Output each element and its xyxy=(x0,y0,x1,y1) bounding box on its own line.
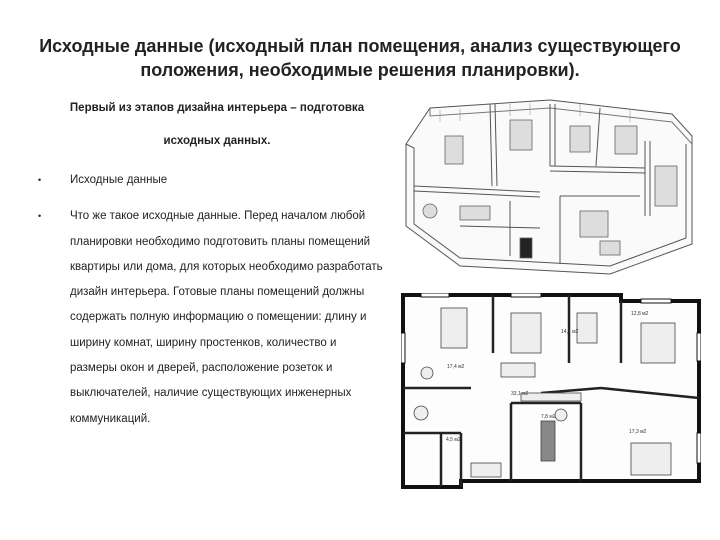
floor-plan-2d-image xyxy=(401,293,701,489)
floor-plan-3d-image xyxy=(400,96,704,280)
room-label: 17,3 м2 xyxy=(629,429,647,435)
room-label: 33,1 м2 xyxy=(511,391,529,397)
bullet-text: Исходные данные xyxy=(70,174,168,186)
room-label: 4,5 м2 xyxy=(446,437,461,443)
slide-subtitle: Первый из этапов дизайна интерьера – подготовка исходных данных. xyxy=(69,102,365,147)
room-label: 14,1 м2 xyxy=(561,329,579,335)
room-label: 17,4 м2 xyxy=(447,364,465,370)
slide-title: Исходные данные (исходный план помещения, анализ существующего положения, необходимые решения планировки). xyxy=(39,36,681,80)
bullet-marker: • xyxy=(38,211,42,222)
bullet-item xyxy=(38,168,383,193)
bullet-item xyxy=(38,204,383,432)
bullet-list xyxy=(38,168,383,432)
room-label: 7,8 м2 xyxy=(541,414,556,420)
room-label: 12,8 м2 xyxy=(631,311,649,317)
bullet-marker: • xyxy=(38,175,42,185)
bullet-text: Что же такое исходные данные. Перед началом любой планировки необходимо подготовить планы помещений квартиры или дома, для которых необходимо разработать дизайн интерьера. Готовые планы помещений должны содержать полную информацию о помещении: длину и ширину комнат, ширину простенков, количество и размеры окон и дверей, расположение розеток и выключателей, наличие существующих инженерных коммуникаций. xyxy=(70,210,383,425)
